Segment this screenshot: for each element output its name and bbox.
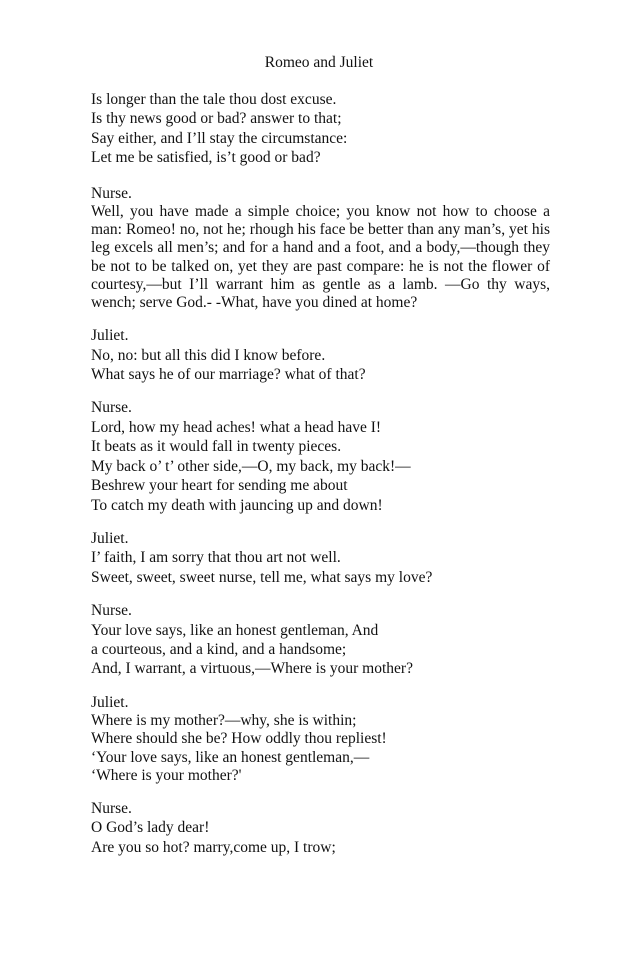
verse-line: ‘Your love says, like an honest gentleman,— xyxy=(91,748,370,766)
verse-line: Beshrew your heart for sending me about xyxy=(91,477,348,495)
verse-line: ‘Where is your mother?' xyxy=(91,766,242,784)
speech-nurse-4 xyxy=(91,799,550,857)
speech-nurse-3 xyxy=(91,601,550,679)
verse-line: Your love says, like an honest gentleman, And xyxy=(91,621,379,639)
opening-lines xyxy=(91,90,550,168)
speaker-name: Juliet. xyxy=(91,327,129,345)
verse-line: Is thy news good or bad? answer to that; xyxy=(91,110,342,128)
verse-line: Are you so hot? marry,come up, I trow; xyxy=(91,838,336,856)
prose-paragraph: Well, you have made a simple choice; you know not how to choose a man: Romeo! no, not he; rhough his face be better than any man’s, yet his leg excels all men’s; and for a hand and a foot, and a body,—though they be not to be talked on, yet they are past compare: he is not the flower of courtesy,—but I’ll warrant him as gentle as a lamb. —Go thy ways, wench; serve God.- -What, have you dined at home? xyxy=(91,203,550,312)
verse-line: O God’s lady dear! xyxy=(91,819,210,837)
verse-line: And, I warrant, a virtuous,—Where is your mother? xyxy=(91,660,413,678)
speech-juliet-1 xyxy=(91,326,550,384)
speaker-name: Nurse. xyxy=(91,602,132,620)
play-text xyxy=(91,90,550,871)
speech-nurse-2 xyxy=(91,398,550,514)
verse-line: I’ faith, I am sorry that thou art not well. xyxy=(91,549,341,567)
verse-line: Where is my mother?—why, she is within; xyxy=(91,712,357,730)
verse-line: To catch my death with jauncing up and down! xyxy=(91,496,383,514)
verse-line: Where should she be? How oddly thou repliest! xyxy=(91,730,387,748)
speaker-name: Nurse. xyxy=(91,399,132,417)
page-title: Romeo and Juliet xyxy=(264,54,374,71)
speaker-name: Nurse. xyxy=(91,799,132,817)
speech-juliet-2 xyxy=(91,529,550,587)
speaker-name: Juliet. xyxy=(91,529,129,547)
verse-line: It beats as it would fall in twenty pieces. xyxy=(91,438,342,456)
speaker-name: Juliet. xyxy=(91,693,129,711)
speech-juliet-3 xyxy=(91,693,550,785)
verse-line: Say either, and I’ll stay the circumstance: xyxy=(91,129,348,147)
verse-line: a courteous, and a kind, and a handsome; xyxy=(91,640,347,658)
speech-nurse-1 xyxy=(91,184,550,313)
verse-line: Is longer than the tale thou dost excuse. xyxy=(91,91,337,108)
verse-line: Let me be satisfied, is’t good or bad? xyxy=(91,149,321,167)
speaker-name: Nurse. xyxy=(91,184,132,202)
verse-line: No, no: but all this did I know before. xyxy=(91,346,326,364)
verse-line: What says he of our marriage? what of that? xyxy=(91,366,366,384)
verse-line: Sweet, sweet, sweet nurse, tell me, what says my love? xyxy=(91,568,433,586)
verse-line: Lord, how my head aches! what a head have I! xyxy=(91,418,382,436)
verse-line: My back o’ t’ other side,—O, my back, my back!— xyxy=(91,457,411,475)
